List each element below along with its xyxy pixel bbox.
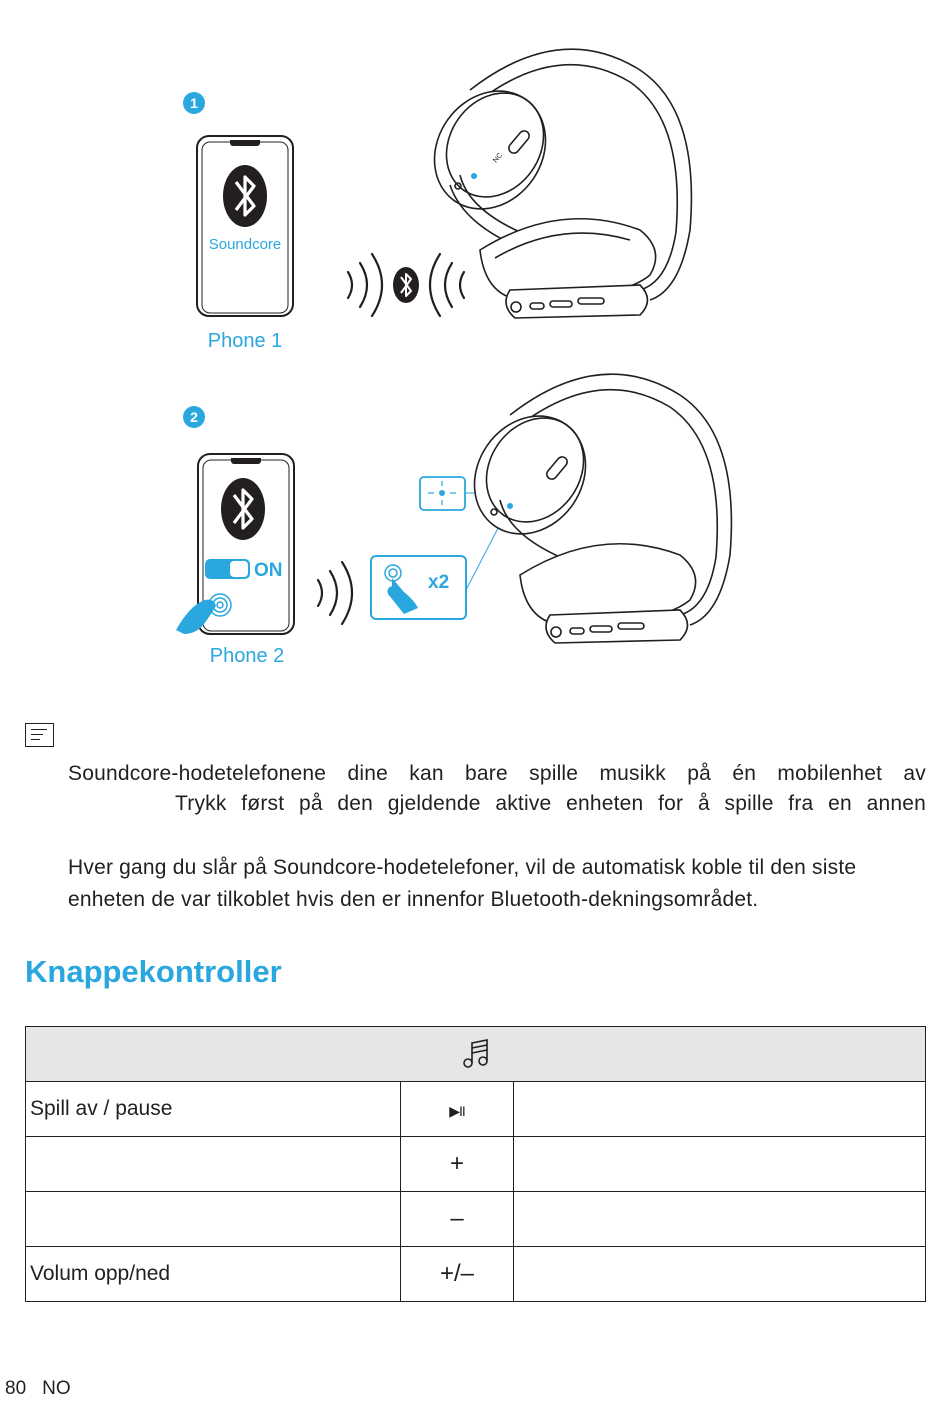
table-header-cell bbox=[26, 1027, 926, 1082]
pairing-illustration bbox=[0, 0, 950, 700]
table-header-row bbox=[26, 1027, 926, 1082]
action-cell: Volum opp/ned bbox=[26, 1247, 401, 1302]
action-cell: Spill av / pause bbox=[26, 1082, 401, 1137]
action-cell bbox=[26, 1137, 401, 1192]
result-cell bbox=[514, 1192, 926, 1247]
result-cell bbox=[514, 1082, 926, 1137]
phone1-caption: Phone 1 bbox=[207, 330, 283, 352]
phone2-caption: Phone 2 bbox=[209, 645, 285, 667]
result-cell bbox=[514, 1247, 926, 1302]
table-row bbox=[26, 1247, 926, 1302]
page-number: 80 bbox=[5, 1378, 27, 1399]
note-paragraph-2: Hver gang du slår på Soundcore-hodetelefoner, vil de automatisk koble til den siste enheten de var tilkoblet hvis den er innenfor Bluetooth-dekningsområdet. bbox=[68, 856, 857, 911]
note-paragraph-1-line-1: Soundcore-hodetelefonene dine kan bare spille musikk på én mobilenhet av bbox=[68, 762, 926, 785]
table-row bbox=[26, 1192, 926, 1247]
plus-symbol: + bbox=[401, 1137, 514, 1192]
finger-hand-icon bbox=[176, 600, 216, 634]
bluetooth-link-icon bbox=[393, 267, 419, 303]
note-icon bbox=[25, 723, 54, 747]
phone2-device bbox=[176, 454, 294, 634]
phone2-bluetooth-icon bbox=[221, 478, 265, 540]
step2-badge bbox=[183, 406, 205, 428]
press-count-label: x2 bbox=[428, 572, 450, 593]
plus-minus-symbol: +/– bbox=[401, 1247, 514, 1302]
phone1-device bbox=[197, 136, 293, 316]
step1-number: 1 bbox=[190, 95, 198, 111]
play-pause-symbol: ▶II bbox=[401, 1082, 514, 1137]
button-controls-table bbox=[25, 1026, 926, 1302]
action-cell bbox=[26, 1192, 401, 1247]
music-note-icon bbox=[459, 1037, 493, 1071]
step1-badge bbox=[183, 92, 205, 114]
page-footer bbox=[5, 1378, 87, 1400]
signal-waves-2-icon bbox=[318, 562, 352, 624]
phone1-bluetooth-icon bbox=[223, 165, 267, 227]
section-heading: Knappekontroller bbox=[25, 954, 282, 989]
minus-symbol: – bbox=[401, 1192, 514, 1247]
bluetooth-toggle bbox=[205, 559, 250, 579]
phone1-app-label: Soundcore bbox=[208, 236, 282, 253]
note-paragraph-1-line-2: Trykk først på den gjeldende aktive enheten for å spille fra en annen bbox=[175, 792, 926, 815]
step2-number: 2 bbox=[190, 409, 198, 425]
result-cell bbox=[514, 1137, 926, 1192]
headphones2-icon bbox=[452, 374, 732, 643]
nc-button-label: NC bbox=[492, 152, 505, 165]
table-row bbox=[26, 1137, 926, 1192]
headphones1-icon bbox=[412, 49, 692, 318]
language-code: NO bbox=[42, 1378, 71, 1399]
table-row bbox=[26, 1082, 926, 1137]
toggle-on-label: ON bbox=[254, 560, 283, 581]
